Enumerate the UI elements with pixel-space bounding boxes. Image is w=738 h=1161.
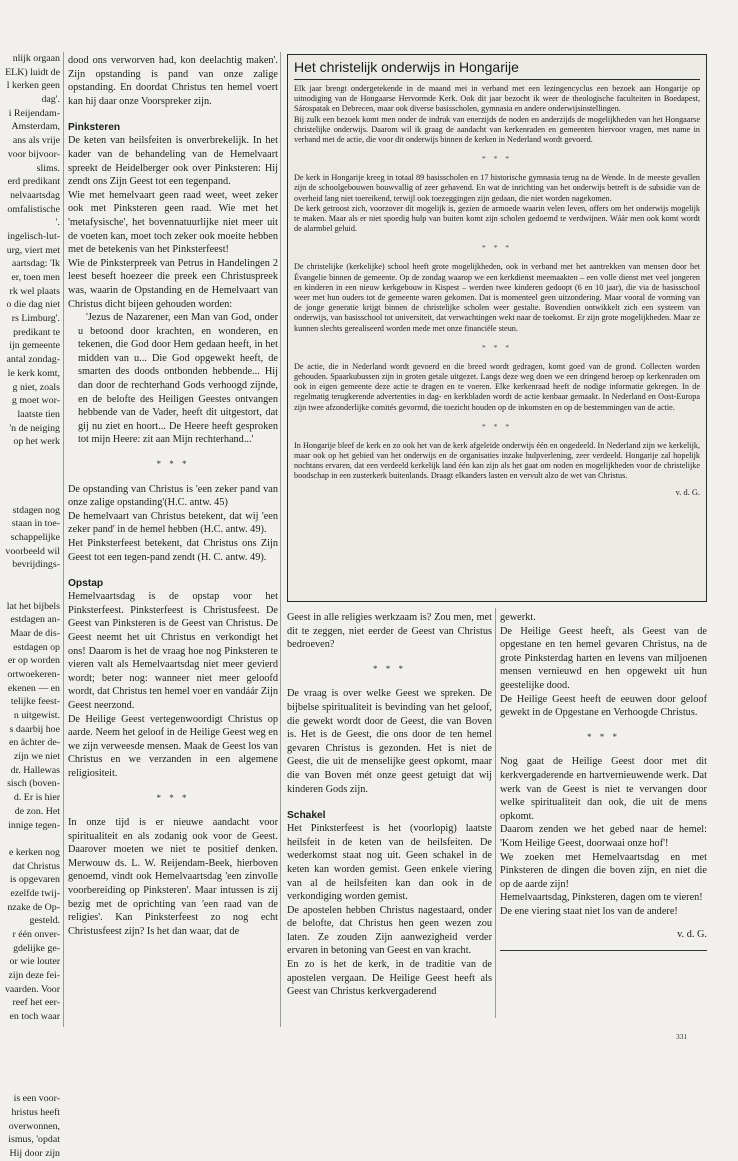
cutoff-line: dr. Hallewas	[10, 764, 60, 776]
box-paragraph: In Hongarije bleef de kerk en zo ook het van de kerk afgeleide onderwijs één en ongedeeld. In Nederland zijn we kerkelijk, maar ook op het gebied van het onderwijs en de organisaties inzake hulpverlening, zeer verdeeld. Hongarije zal hopelijk nochtans ervaren, dat een verdeeld kerkelijk land één kan zijn als het gaat om noden en mogelijkheden voor de christelijke boodschap in een zusterkerk buitenlands. Draagt elkanders lasten en vervult alzo de wet van Christus.	[294, 440, 700, 481]
box-title: Het christelijk onderwijs in Hongarije	[294, 59, 700, 80]
cutoff-line	[0, 1051, 60, 1065]
paragraph: Geest in alle religies werkzaam is? Zou men, met dit te zeggen, niet eerder de Geest van Christus bedroeven?	[287, 612, 492, 651]
column-divider	[280, 52, 281, 1027]
page-number: 331	[676, 1032, 688, 1041]
cutoff-line: overwonnen,	[8, 1120, 60, 1132]
cutoff-line: rs Limburg'.	[11, 313, 60, 325]
cutoff-line: er op worden	[7, 655, 60, 667]
cutoff-line: ezelfde twij-	[10, 887, 60, 899]
paragraph: gewerkt.	[500, 612, 536, 623]
box-signature: v. d. G.	[675, 487, 700, 497]
paragraph: Wie met hemelvaart geen raad weet, weet zeker ook met Pinksteren geen raad. Wie met het 'metafysische', het bovennatuurlijke niet meer uit de voeten kan, moet toch zeker ook moeite hebben met de betekenis van het Pinksterfeest!	[68, 189, 278, 256]
paragraph: De Heilige Geest heeft de eeuwen door geloof gewekt in de Opgestane en Verhoogde Christus.	[500, 693, 707, 719]
cutoff-line: ortwoekeren-	[7, 668, 60, 680]
bible-quote: 'Jezus de Nazarener, een Man van God, onder u betoond door krachten, en wonderen, en tekenen, die God door Hem gedaan heeft, in het midden van u... Die God opgewekt heeft, de smarten des doods ontbonden hebbende... Hij dan door de rechterhand Gods verhoogd zijnde, en de belofte des Heiligen Geestes ontvangen hebbende van de Vader, heeft dit uitgestort, dat gij nu ziet en hoort... De Heere heeft gesproken tot mijn Heere: zit aan Mijn rechterhand...'	[78, 312, 278, 446]
box-paragraph: Bij zulk een bezoek komt men onder de indruk van enerzijds de noden en anderzijds de mogelijkheden van het Hongaarse christelijke onderwijs. Daarom wil ik graag de aandacht van kerkenraden en gemeenten hiervoor vragen, met name in verband met de actie, die voor dit onderwijs binnen de kerken in Nederland wordt gevoerd.	[294, 114, 700, 145]
cutoff-line: stdagen nog	[12, 504, 60, 516]
paragraph: dood ons verworven had, kon deelachtig maken'. Zijn opstanding is pand van onze zalige opstanding. En doordat Christus ten hemel voert kan hij daar onze Voorspreker zijn.	[68, 55, 278, 107]
cutoff-line: rk wel plaats	[9, 285, 60, 297]
cutoff-line: nzake de Op-	[7, 901, 60, 913]
box-divider-stars: * * *	[482, 154, 512, 164]
cutoff-line: staan in toe-	[11, 518, 60, 530]
cutoff-line: de zon. Het	[14, 805, 60, 817]
section-heading-pinksteren: Pinksteren	[68, 122, 121, 134]
section-heading-opstap: Opstap	[68, 578, 104, 590]
left-cutoff-text	[0, 52, 60, 1161]
cutoff-line: erd predikant	[7, 176, 60, 188]
cutoff-line: zijn we niet	[13, 751, 60, 763]
column-divider	[495, 608, 496, 1018]
cutoff-line: en ächter de-	[9, 737, 60, 749]
section-divider-stars: * * *	[156, 792, 190, 803]
cutoff-line: or wie louter	[9, 956, 60, 968]
cutoff-line: antal zondag-	[6, 354, 60, 366]
cutoff-line: is opgevaren	[9, 874, 60, 886]
cutoff-line: urg, viert met	[6, 244, 60, 256]
section-heading-schakel: Schakel	[287, 810, 326, 822]
cutoff-line: Hij door zijn	[9, 1148, 60, 1159]
cutoff-line: laatste tien	[17, 408, 60, 420]
left-cutoff-column	[0, 52, 62, 1159]
cutoff-line	[0, 586, 60, 600]
cutoff-line: '.	[55, 217, 60, 229]
section-divider-stars: * * *	[373, 663, 406, 674]
cutoff-line: Maar de dis-	[10, 627, 60, 639]
paragraph: En zo is het de kerk, in de traditie van de apostelen vergaan. De Heilige Geest heeft als Geest van Christus kerkvergaderend	[287, 959, 492, 998]
cutoff-line: ijn gemeente	[9, 340, 60, 352]
article-column-1	[68, 54, 278, 1044]
cutoff-line: gesteld.	[29, 915, 60, 927]
paragraph: Hemelvaartsdag, Pinksteren, dagen om te vieren!	[500, 892, 703, 904]
cutoff-line: omfalistische	[7, 203, 60, 215]
paragraph: De Heilige Geest heeft, als Geest van de opgestane en ten hemel gevaren Christus, na de grote Pinksterdag harten en levens van miljoenen mensen vernieuwd en hen opgewekt uit hun geestelijke dood.	[500, 625, 707, 691]
article-column-3	[500, 611, 707, 1021]
cutoff-line: nelvaartsdag	[10, 189, 60, 201]
article-column-2	[287, 611, 492, 1041]
section-divider-stars: * * *	[587, 731, 620, 742]
cutoff-line: Amsterdam,	[11, 121, 60, 133]
paragraph: De opstanding van Christus is 'een zeker pand van onze zalige opstanding'(H.C. antw. 45)	[68, 483, 278, 509]
cutoff-line: er, toen men	[11, 272, 60, 283]
cutoff-line: l kerken geen	[6, 80, 60, 92]
section-divider-stars: * * *	[156, 459, 190, 470]
box-paragraph: De kerk in Hongarije kreeg in totaal 89 basisscholen en 17 historische gymnasia terug na de Wende. In de meeste gevallen zijn de schoolgebouwen bouwvallig of zeer gehavend. En wat de inrichting van het onderwijs betreft is de subsidie van de overheid lang niet toereikend, terwijl ook toezeggingen zijn gedaan, die niet worden nagekomen.	[294, 173, 700, 203]
cutoff-line	[0, 1038, 60, 1052]
sidebar-box-hongarije	[287, 54, 707, 602]
cutoff-line: hristus heeft	[11, 1106, 60, 1118]
cutoff-line: zijn deze fei-	[8, 970, 60, 982]
paragraph: Daarom zenden we het gebed naar de hemel: 'Kom Heilige Geest, doorwaai onze hof'!	[500, 824, 707, 849]
cutoff-line: dag'.	[41, 94, 60, 106]
cutoff-line: le kerk komt,	[7, 367, 60, 379]
paragraph: Het Pinksterfeest is het (voorlopig) laatste heilsfeit in de keten van de heilsfeiten. De wederkomst staat nog uit. Geen schakel in de keten kan worden gemist. Geen enkele viering van al de heilsfeiten kan dan ook in de verkondiging worden gemist.	[287, 823, 492, 903]
cutoff-line: op het werk	[13, 436, 60, 448]
cutoff-line: ELK) luidt de	[5, 66, 60, 78]
cutoff-line: voorbeeld wil	[5, 545, 60, 557]
cutoff-line: gdelijke ge-	[13, 942, 60, 954]
paragraph: We zoeken met Hemelvaartsdag en met Pinksteren de dingen die boven zijn, en niet die op de aarde zijn!	[500, 851, 707, 890]
cutoff-line: is een voor-	[13, 1093, 60, 1105]
box-divider-stars: * * *	[482, 243, 512, 253]
cutoff-line: r één onver-	[12, 929, 60, 940]
cutoff-line	[0, 476, 60, 490]
paragraph: De Heilige Geest vertegenwoordigt Christus op aarde. Neem het geloof in de Heilige Geest weg en we zijn verweesde mensen. Maak de Geest los van Christus en we verzanden in een algemene religiositeit.	[68, 713, 278, 779]
cutoff-line: e kerken nog	[9, 846, 60, 858]
box-paragraph: Elk jaar brengt ondergetekende in de maand mei in verband met een lezingencyclus een bezoek aan Hongarije op uitnodiging van de Hongaarse Hervormde Kerk. Ook dit jaar bezocht ik weer de theologische faculteiten in Boedapest, Sárospatak en Debrecen, maar ook diverse basisscholen, gymnasia en andere onderwijsinstellingen.	[294, 84, 700, 114]
cutoff-line: en toch waar	[9, 1011, 60, 1023]
paragraph: De keten van heilsfeiten is onverbrekelijk. In het kader van de behandeling van de Hemelvaart spreekt de Heidelberger ook over Pinksteren: Hij zendt ons Zijn Geest tot een tegenpand.	[68, 135, 278, 188]
cutoff-line	[0, 449, 60, 463]
cutoff-line: estdagen an-	[10, 614, 60, 626]
box-divider-stars: * * *	[482, 421, 512, 431]
cutoff-line: i Reijendam-	[8, 107, 60, 119]
cutoff-line: telijke feest-	[10, 696, 60, 708]
cutoff-line: lat het bijbels	[6, 600, 60, 612]
paragraph: Nog gaat de Heilige Geest door met dit kerkvergaderende en hartvernieuwende werk. Dat werk van de Geest is niet te vervangen door welke spiritualiteit dan ook, die uit de mens opkomt.	[500, 756, 707, 822]
cutoff-line: dat Christus	[12, 860, 60, 872]
cutoff-line: predikant te	[13, 326, 60, 338]
cutoff-line	[0, 572, 60, 586]
cutoff-line: d. Er is hier	[13, 792, 60, 804]
cutoff-line: schappelijke	[10, 532, 60, 544]
cutoff-line: ismus, 'opdat	[8, 1134, 60, 1146]
cutoff-line: sisch (boven-	[7, 778, 60, 790]
cutoff-line: bevrijdings-	[12, 559, 60, 571]
paragraph: In onze tijd is er nieuwe aandacht voor spiritualiteit en als zodanig ook voor de Geest. Daarover moeten we niet te positief denken. Merwouw ds. L. W. Reijendam-Beek, hierboven genoemd, vindt ook Hemelvaartsdag 'een zinvolle voorbereiding op Pinksteren'. Maar intussen is zij bezig met de oprichting van 'een raad van de religies'. Kan Pinksterfeest zo nog echt Christusfeest zijn? Is het dan waar, dat de	[68, 817, 278, 937]
paragraph: Het Pinksterfeest betekent, dat Christus ons Zijn Geest tot een tegen-pand zendt (H. C. antw. 49).	[68, 538, 278, 563]
cutoff-line	[0, 1079, 60, 1093]
cutoff-line: ingelisch-lut-	[7, 230, 60, 242]
paragraph: De hemelvaart van Christus betekent, dat wij 'een zeker pand' in de hemel hebben (H.C. antw. 49).	[68, 510, 278, 536]
cutoff-line	[0, 1024, 60, 1038]
article-signature: v. d. G.	[677, 929, 707, 941]
column-divider	[63, 52, 64, 1027]
cutoff-line: innige tegen-	[8, 819, 60, 831]
cutoff-line: estdagen op	[13, 641, 60, 653]
paragraph: De ene viering staat niet los van de andere!	[500, 905, 678, 917]
cutoff-line: g moet wor-	[11, 395, 60, 407]
cutoff-line: s daarbij hoe	[9, 723, 60, 735]
cutoff-line: ans als vrije	[12, 135, 60, 147]
cutoff-line: 'n de neiging	[9, 422, 60, 434]
box-divider-stars: * * *	[482, 342, 512, 352]
cutoff-line: slims.	[36, 162, 60, 174]
cutoff-line: voor bijvoor-	[7, 148, 60, 160]
paragraph: De vraag is over welke Geest we spreken. De bijbelse spiritualiteit is bevinding van het geloof, die gewekt wordt door de Geest, die van Boven is. Het is de Geest, die ons door de ten hemel gevaren Christus is gezonden. Het is niet de Geest, die uit de menselijke geest opkomt, maar die van Boven mét onze geest getuigt dat wij kinderen Gods zijn.	[287, 688, 492, 795]
end-rule	[500, 950, 707, 951]
box-paragraph: De kerk getroost zich, voorzover dit mogelijk is, gezien de armoede waarin velen leven, offers om het onderwijs mogelijk te maken. Maar als er niet spoedig hulp van buiten komt zijn scholen gedoemd te verdwijnen. Wáár men ook komt wordt de alarmbel geluid.	[294, 203, 700, 234]
cutoff-line	[0, 1065, 60, 1079]
cutoff-line	[0, 463, 60, 477]
cutoff-line: o die dag niet	[6, 299, 60, 311]
paragraph: Hemelvaartsdag is de opstap voor het Pinksterfeest. Pinksterfeest is Christusfeest. De Geest van Pinksteren is de Geest van Christus. De Geest neemt het uit Christus en verkondigt het ons! Daarom is het de vraag hoe nog Pinksteren te vieren valt als Hemelvaartsdag niet meer gevierd wordt; beter nog: wanneer niet meer geloofd wordt, dat Christus ten hemel voer en vandáár Zijn Geest neerzond.	[68, 591, 278, 711]
box-paragraph: De actie, die in Nederland wordt gevoerd en die breed wordt gedragen, komt goed van de grond. Collecten worden gehouden. Spaarkubussen zijn in groten getale uitgezet. Langs deze weg doen we een dringend beroep op kerkenraden om ook in eigen gemeente deze actie te dragen en te voeren. Elke kerkenraad heeft de nodige informatie gekregen. In de regelmatig terugkerende advertenties in dag- en kerkbladen wordt de actie kenbaar gemaakt. In Nederland en Oost-Europa zijn twee afzonderlijke comités gevormd, die toezicht houden op de inkomsten en op de bestemmingen van de actie.	[294, 361, 700, 412]
paragraph: Wie de Pinksterpreek van Petrus in Handelingen 2 leest beseft hoezeer die preek een Christuspreek was, waarin de Opstanding en de Hemelvaart van Christus dicht bijeen gehouden worden:	[68, 257, 278, 310]
box-paragraph: De christelijke (kerkelijke) school heeft grote mogelijkheden, ook in verband met het aantrekken van mensen door het Évangelie binnen de gemeente. Op de zondag waarop we een kerkdienst meemaakten – een volle dienst met veel jongeren en kinderen in een nieuw kerkgebouw in Kispest – werden twee kinderen gedoopt (6 en 10 jaar), die via de basisschool weer met hun ouders tot de gemeente waren gekomen. Dat is momenteel geen uitzondering. Maar vooral de vorming van de jonge generatie krijgt binnen de christelijke scholen weer gestalte. Bovendien ontwikkelt zich een systeem van onderwijs, van basisschool tot universiteit, dat verwachtingen wekt naar de toekomst. Er zijn grote mogelijkheden. Maar ze kunnen slechts gerealiseerd worden mede met onze financiële steun.	[294, 262, 700, 333]
paragraph: De apostelen hebben Christus nagestaard, onder de belofte, dat Christus hen geen wezen zou laten. Ze zouden Zijn aanwezigheid verder ervaren in betoning van Geest en van kracht.	[287, 904, 492, 957]
cutoff-line: aartsdag: 'Ik	[11, 258, 60, 270]
cutoff-line: ekenen — en	[7, 682, 60, 694]
cutoff-line	[0, 832, 60, 846]
cutoff-line: vaarden. Voor	[4, 983, 60, 995]
cutoff-line: n uitgewist.	[13, 710, 60, 721]
cutoff-line	[0, 490, 60, 504]
cutoff-line: g niet, zoals	[12, 381, 60, 393]
cutoff-line: reef het eer-	[12, 997, 60, 1009]
cutoff-line: nlijk orgaan	[12, 53, 60, 64]
